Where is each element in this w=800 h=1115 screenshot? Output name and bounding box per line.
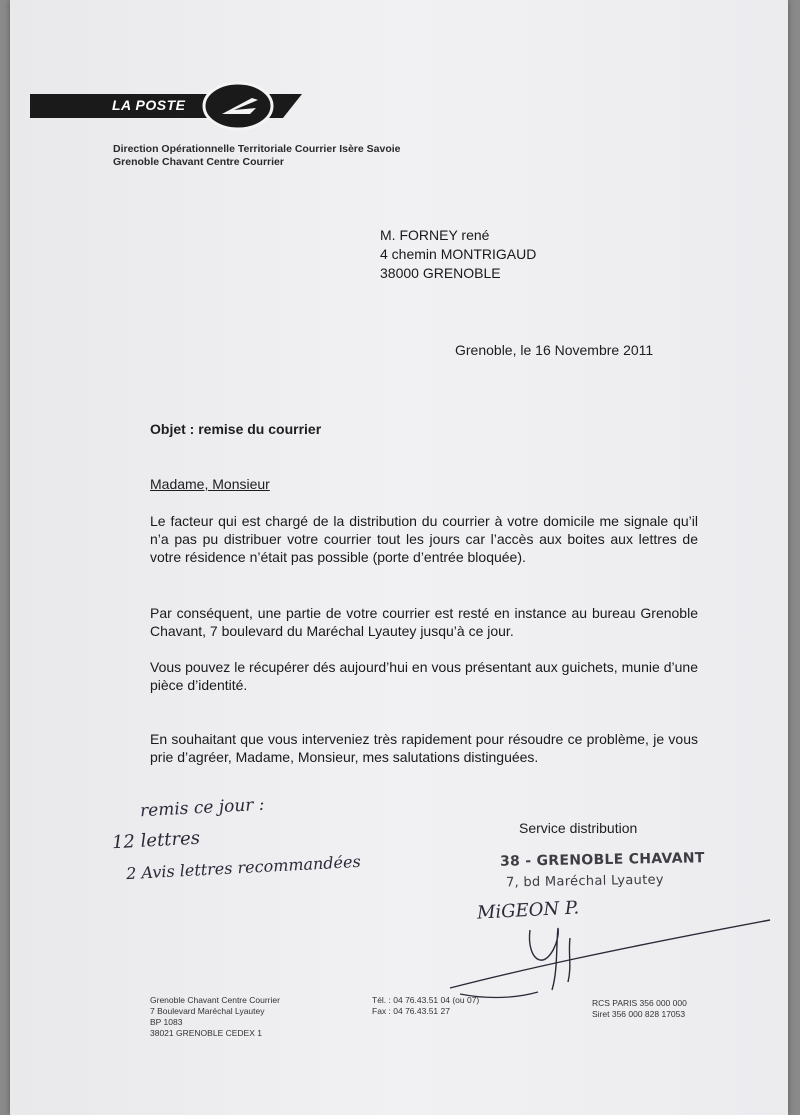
footer-rcs: RCS PARIS 356 000 000 <box>592 998 687 1008</box>
letter-subject: Objet : remise du courrier <box>150 421 322 437</box>
service-distribution: Service distribution <box>519 820 638 836</box>
footer-fax: Fax : 04 76.43.51 27 <box>372 1006 450 1016</box>
signature-scribble <box>440 910 780 1010</box>
footer-address-line-3: BP 1083 <box>150 1017 183 1027</box>
footer-address <box>150 995 280 1039</box>
handwritten-note-line-1: remis ce jour : <box>139 794 266 822</box>
center-name: Grenoble Chavant Centre Courrier <box>113 156 284 168</box>
footer-siret: Siret 356 000 828 17053 <box>592 1009 686 1019</box>
handwritten-signatory-name: MiGEON P. <box>476 897 580 924</box>
footer-address-line-2: 7 Boulevard Maréchal Lyautey <box>150 1006 265 1016</box>
footer-telephone: Tél. : 04 76.43.51 04 (ou 07) <box>372 995 480 1005</box>
body-paragraph-3: Vous pouvez le récupérer dés aujourd’hui en vous présentant aux guichets, munie d’une pièce d’identité. <box>150 659 698 693</box>
logo-text: LA POSTE <box>112 97 186 113</box>
letter-date: Grenoble, le 16 Novembre 2011 <box>455 342 654 358</box>
department-name: Direction Opérationnelle Territoriale Courrier Isère Savoie <box>113 143 401 155</box>
footer-address-line-1: Grenoble Chavant Centre Courrier <box>150 995 280 1005</box>
stamp-line-1: 38 - GRENOBLE CHAVANT <box>499 850 705 870</box>
stamp-line-2: 7, bd Maréchal Lyautey <box>505 872 664 891</box>
body-paragraph-2: Par conséquent, une partie de votre courrier est resté en instance au bureau Grenoble Chavant, 7 boulevard du Maréchal Lyautey jusqu’à ce jour. <box>150 605 698 639</box>
body-paragraph-1: Le facteur qui est chargé de la distribution du courrier à votre domicile me signale qu’il n’a pas pu distribuer votre courrier tout les jours car l’accès aux boites aux lettres de votre résidence n’était pas possible (porte d’entrée bloquée). <box>150 513 698 565</box>
recipient-name: M. FORNEY rené <box>380 227 490 243</box>
handwritten-note-line-3: 2 Avis lettres recommandées <box>125 851 362 884</box>
footer-contact <box>372 995 479 1017</box>
la-poste-bird-icon <box>200 80 280 132</box>
footer-legal <box>592 998 687 1020</box>
footer-address-line-4: 38021 GRENOBLE CEDEX 1 <box>150 1028 262 1038</box>
body-paragraph-4: En souhaitant que vous interveniez très rapidement pour résoudre ce problème, je vous prie d’agréer, Madame, Monsieur, mes salutations distinguées. <box>150 731 698 765</box>
recipient-city: 38000 GRENOBLE <box>380 265 501 281</box>
handwritten-note-line-2: 12 lettres <box>111 827 201 854</box>
salutation: Madame, Monsieur <box>150 476 270 492</box>
recipient-street: 4 chemin MONTRIGAUD <box>380 246 537 262</box>
